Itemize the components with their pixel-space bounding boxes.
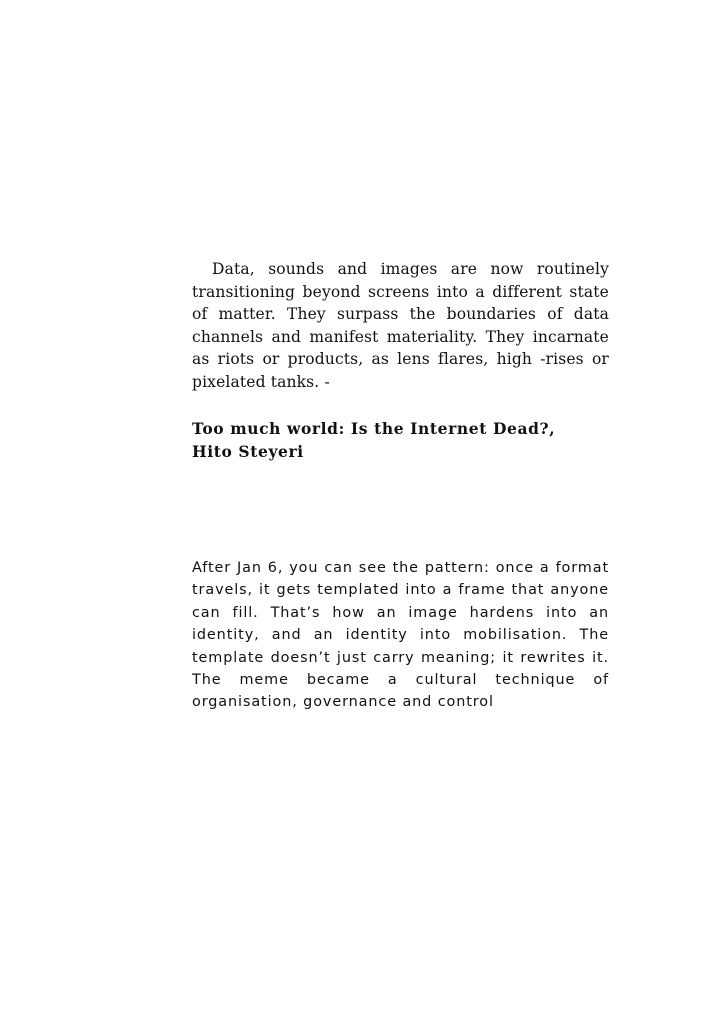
body-paragraph-block — [192, 557, 609, 714]
quote-source-title: Too much world: Is the Internet Dead?, — [192, 418, 556, 438]
epigraph-quote — [192, 258, 609, 463]
body-paragraph: After Jan 6, you can see the pattern: once a format travels, it gets templated into a frame that anyone can fill. That’s how an image hardens into an identity, and an identity into mobilisation. The template doesn’t just carry meaning; it rewrites it. The meme became a cultural technique of organisation, governance and control — [192, 560, 609, 711]
quote-text: Data, sounds and images are now routinely transitioning beyond screens into a different state of matter. They surpass the boundaries of data channels and manifest materiality. They incarnate as riots or products, as lens flares, high -rises or pixelated tanks. - — [192, 260, 609, 391]
quote-attribution — [192, 417, 609, 463]
quote-source-author: Hito Steyeri — [192, 441, 304, 461]
